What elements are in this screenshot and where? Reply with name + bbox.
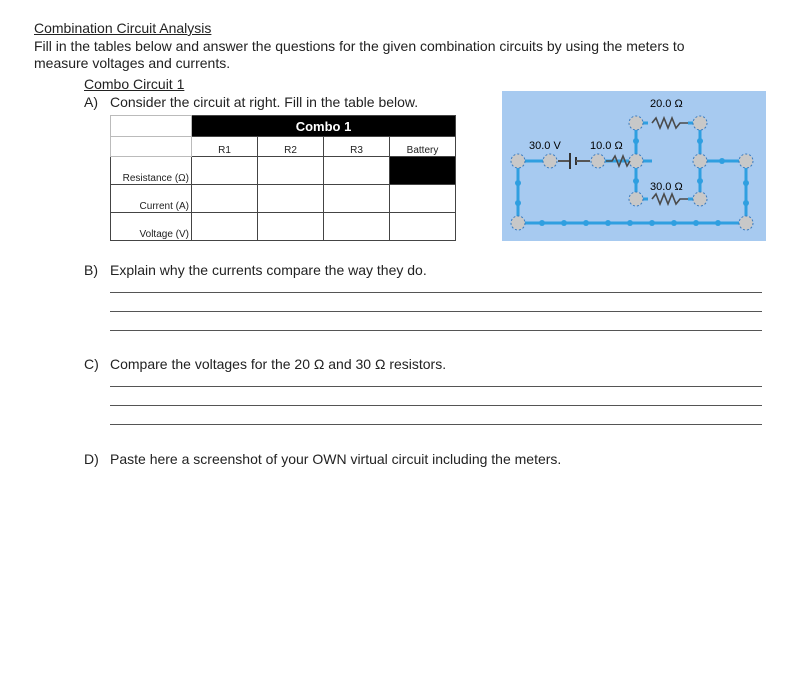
answer-line[interactable] xyxy=(110,292,762,293)
answer-line[interactable] xyxy=(110,424,762,425)
question-d-text: Paste here a screenshot of your OWN virtual circuit including the meters. xyxy=(110,451,562,467)
page-title: Combination Circuit Analysis xyxy=(34,20,212,36)
question-c xyxy=(84,356,446,372)
table-cell-input[interactable] xyxy=(390,185,456,213)
resistor-r3 xyxy=(652,194,688,204)
answer-line[interactable] xyxy=(110,405,762,406)
section-title: Combo Circuit 1 xyxy=(84,76,185,92)
table-cell-input[interactable] xyxy=(258,185,324,213)
table-corner xyxy=(111,137,192,157)
question-a xyxy=(84,94,418,110)
table-cell-input[interactable] xyxy=(192,157,258,185)
circuit-wires xyxy=(502,91,766,241)
table-cell-input[interactable] xyxy=(390,213,456,241)
answer-line[interactable] xyxy=(110,311,762,312)
row-label: Resistance (Ω) xyxy=(111,157,192,185)
table-cell-input[interactable] xyxy=(258,157,324,185)
battery-symbol xyxy=(558,153,605,169)
table-cell-input[interactable] xyxy=(324,213,390,241)
table-cell-disabled xyxy=(390,157,456,185)
r2-resistance-label: 20.0 Ω xyxy=(650,98,683,110)
question-b xyxy=(84,262,427,278)
column-header: R3 xyxy=(324,137,390,157)
question-b-letter: B) xyxy=(84,262,98,278)
row-label: Voltage (V) xyxy=(111,213,192,241)
combo-table xyxy=(110,115,456,241)
table-cell-input[interactable] xyxy=(192,185,258,213)
column-header: R2 xyxy=(258,137,324,157)
answer-line[interactable] xyxy=(110,330,762,331)
column-header: R1 xyxy=(192,137,258,157)
circuit-diagram xyxy=(502,91,766,241)
answer-line[interactable] xyxy=(110,386,762,387)
resistor-r2 xyxy=(652,118,688,128)
table-cell-input[interactable] xyxy=(258,213,324,241)
table-title: Combo 1 xyxy=(192,116,456,137)
r1-resistance-label: 10.0 Ω xyxy=(590,140,623,152)
row-label: Current (A) xyxy=(111,185,192,213)
battery-voltage-label: 30.0 V xyxy=(529,140,561,152)
question-d-letter: D) xyxy=(84,451,99,467)
question-a-letter: A) xyxy=(84,94,98,110)
question-a-text: Consider the circuit at right. Fill in the table below. xyxy=(110,94,419,110)
table-cell-input[interactable] xyxy=(192,213,258,241)
r3-resistance-label: 30.0 Ω xyxy=(650,181,683,193)
intro-text: Fill in the tables below and answer the questions for the given combination circuits by using the meters to measure voltages and currents. xyxy=(34,38,685,71)
question-d xyxy=(84,451,561,467)
column-header: Battery xyxy=(390,137,456,157)
table-cell-input[interactable] xyxy=(324,185,390,213)
question-c-letter: C) xyxy=(84,356,99,372)
question-b-text: Explain why the currents compare the way they do. xyxy=(110,262,427,278)
table-cell-input[interactable] xyxy=(324,157,390,185)
table-corner xyxy=(111,116,192,137)
question-c-text: Compare the voltages for the 20 Ω and 30 Ω resistors. xyxy=(110,356,447,372)
